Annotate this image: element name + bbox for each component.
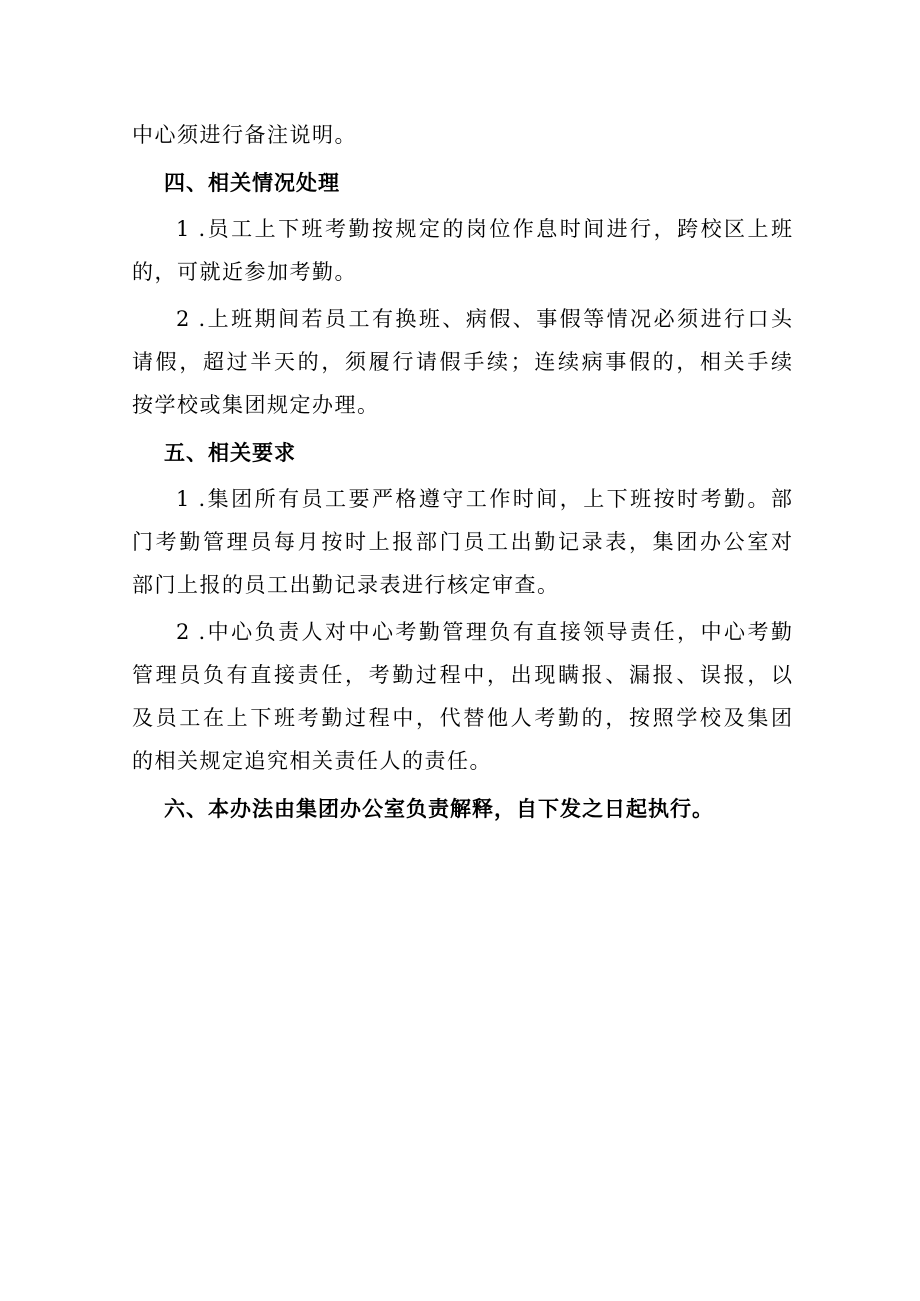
body-text-line: 1 .集团所有员工要严格遵守工作时间，上下班按时考勤。部 bbox=[176, 487, 792, 511]
body-text-line: 的相关规定追究相关责任人的责任。 bbox=[132, 749, 492, 773]
body-text-line: 2 .中心负责人对中心考勤管理负有直接领导责任，中心考勤 bbox=[176, 620, 792, 644]
section-heading-4: 四、相关情况处理 bbox=[164, 170, 340, 195]
body-text-line: 1 .员工上下班考勤按规定的岗位作息时间进行，跨校区上班 bbox=[176, 217, 792, 241]
body-text-line: 按学校或集团规定办理。 bbox=[132, 393, 380, 417]
document-page bbox=[132, 114, 792, 830]
body-text-line: 管理员负有直接责任，考勤过程中，出现瞒报、漏报、误报，以 bbox=[132, 663, 792, 687]
section-heading-6: 六、本办法由集团办公室负责解释，自下发之日起执行。 bbox=[164, 796, 714, 821]
body-text-line: 部门上报的员工出勤记录表进行核定审查。 bbox=[132, 573, 560, 597]
body-text-line: 门考勤管理员每月按时上报部门员工出勤记录表，集团办公室对 bbox=[132, 530, 792, 554]
body-text-line: 及员工在上下班考勤过程中，代替他人考勤的，按照学校及集团 bbox=[132, 706, 792, 730]
body-text-line: 请假，超过半天的，须履行请假手续；连续病事假的，相关手续 bbox=[132, 350, 792, 374]
body-text-line: 2 .上班期间若员工有换班、病假、事假等情况必须进行口头 bbox=[176, 307, 792, 331]
body-text-line: 中心须进行备注说明。 bbox=[132, 123, 357, 147]
body-text-line: 的，可就近参加考勤。 bbox=[132, 260, 357, 284]
section-heading-5: 五、相关要求 bbox=[164, 440, 296, 465]
